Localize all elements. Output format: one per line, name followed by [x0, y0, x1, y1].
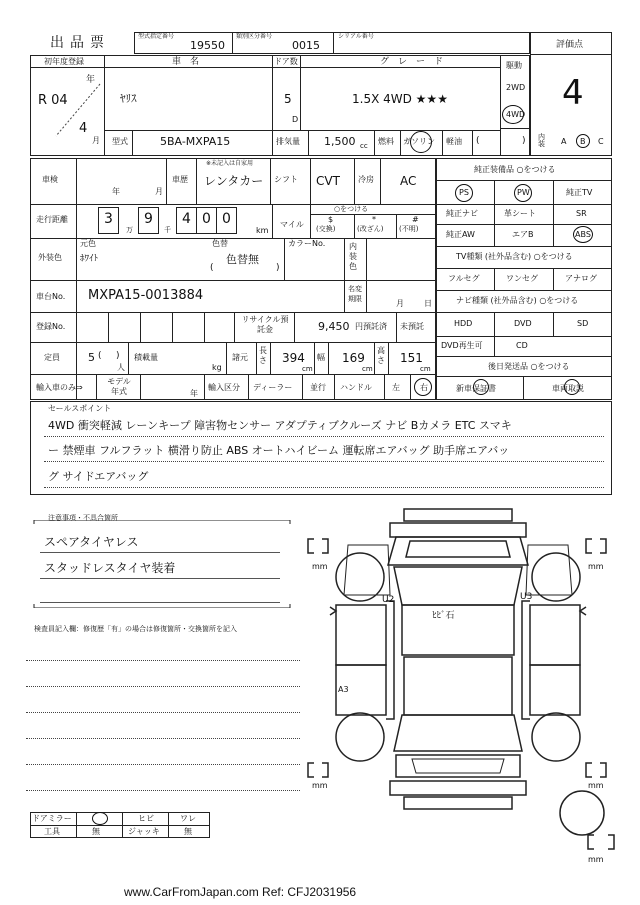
orig-color: ﾎﾜｲﾄ	[80, 254, 99, 264]
doors-label: ドア数	[274, 57, 298, 66]
chassis-label: 車台No.	[36, 292, 66, 301]
navi-hdd: HDD	[454, 319, 473, 328]
equip-title: 純正装備品 ○をつける	[474, 165, 556, 174]
equip-sr: SR	[576, 209, 587, 218]
docs-title: 後日発送品 ○をつける	[488, 362, 570, 371]
mileage-star: *	[372, 215, 376, 224]
shift-label: シフト	[274, 175, 298, 184]
docs-warranty: 新車保証書	[456, 384, 496, 393]
recycle-suffix: 円預託済	[355, 322, 387, 331]
wid-cm: cm	[362, 365, 373, 373]
mileage-digit-1: 3	[104, 211, 113, 227]
interior-a: A	[561, 137, 567, 146]
shift-value: CVT	[316, 174, 340, 188]
hgt-value: 151	[400, 351, 423, 365]
equip-pw-circle	[514, 184, 532, 202]
serial-label: シリアル番号	[338, 33, 374, 40]
mm-tl: mm	[312, 562, 328, 571]
drive-4wd: 4WD	[506, 110, 526, 119]
recycle-unpaid: 未預託	[400, 322, 424, 331]
model-name: ﾔﾘｽ	[120, 92, 137, 105]
mirror-r1: 工具	[44, 827, 60, 836]
type-label: 型式	[112, 137, 128, 146]
handle-left: 左	[392, 383, 400, 392]
colorno-label: カラーNo.	[288, 239, 326, 248]
navi-cd: CD	[516, 341, 528, 350]
equip-airbag: エアB	[512, 230, 534, 239]
type-value: 5BA-MXPA15	[160, 135, 231, 148]
class-no: 0015	[292, 39, 320, 52]
history-value: レンタカー	[204, 174, 264, 188]
form-title: 出品票	[50, 35, 110, 51]
damage-u2: U2	[382, 595, 395, 605]
first-reg-year: R 04	[38, 93, 68, 108]
damage-a3: A3	[338, 685, 349, 694]
class-no-label: 類別区分番号	[236, 33, 273, 40]
color-label: 外装色	[38, 253, 62, 262]
wid-label: 幅	[317, 353, 325, 362]
history-label: 車歴	[172, 175, 188, 184]
interior-circle	[576, 134, 590, 148]
interior-c: C	[598, 137, 604, 146]
footer-ref: www.CarFromJapan.com Ref: CFJ2031956	[124, 885, 357, 899]
load-kg: kg	[212, 363, 222, 372]
sales-line-2: ー 禁煙車 フルフラット 横滑り防止 ABS オートハイビーム 運転席エアバッグ 助手席エアバッ	[48, 444, 510, 457]
equip-ps-circle	[455, 184, 473, 202]
disp-value: 1,500	[324, 135, 356, 148]
mileage-km: km	[256, 226, 269, 235]
equip-aw: 純正AW	[446, 230, 475, 239]
equip-ps: PS	[459, 188, 469, 197]
equip-abs: ABS	[575, 230, 591, 239]
chassis-value: MXPA15-0013884	[88, 288, 204, 303]
mileage-digit-4: 0	[202, 211, 211, 227]
grade-value: 1.5X 4WD ★★★	[352, 92, 448, 106]
mirror-h2: ヒビ	[138, 814, 154, 823]
shaken-label: 車検	[42, 175, 58, 184]
load-label: 積載量	[134, 353, 158, 362]
sales-line-3: グ サイドエアバッグ	[48, 470, 149, 483]
mileage-label: 走行距離	[36, 215, 68, 224]
interior-b: B	[580, 137, 586, 146]
disp-label: 排気量	[276, 137, 300, 146]
validity-day: 日	[424, 299, 432, 308]
tv-fullseg: フルセグ	[448, 274, 480, 283]
handle-right: 右	[420, 383, 428, 392]
mirror-h3: ワレ	[180, 814, 196, 823]
equip-leather: 革シート	[504, 209, 536, 218]
len-label: 長さ	[259, 346, 267, 365]
mileage-swap: (交換)	[316, 225, 336, 233]
navi-dvdplay: DVD再生可	[441, 341, 483, 350]
mileage-digit-2: 9	[144, 211, 153, 227]
shaken-month: 月	[155, 187, 163, 196]
mileage-circle-note: ○をつける	[334, 205, 369, 213]
capacity-value: 5	[88, 351, 95, 364]
first-reg-month: 4	[79, 121, 88, 136]
tv-oneseg: ワンセグ	[506, 274, 538, 283]
shaken-year: 年	[112, 187, 120, 196]
mileage-digit-5: 0	[222, 211, 231, 227]
chassis-validity: 名変期限	[348, 285, 362, 303]
capacity-unit: 人	[117, 363, 125, 372]
changed-color-label: 色替	[212, 239, 228, 248]
equip-tv: 純正TV	[566, 188, 593, 197]
mileage-digit-3: 4	[182, 211, 191, 227]
recycle-value: 9,450	[318, 320, 350, 333]
mirror-r3: ジャッキ	[128, 827, 160, 836]
navi-dvd: DVD	[514, 319, 532, 328]
dims-label: 諸元	[232, 353, 248, 362]
reg-label: 登録No.	[36, 322, 66, 331]
len-cm: cm	[302, 365, 313, 373]
capacity-label: 定員	[44, 353, 60, 362]
drive-4wd-circle	[502, 105, 524, 124]
interior-color-label: 内装色	[349, 242, 357, 271]
navi-sd: SD	[577, 319, 589, 328]
docs-warranty-circle	[473, 379, 489, 395]
recycle-label: リサイクル預託金	[241, 315, 289, 334]
import-dealer: ディーラー	[253, 383, 293, 392]
mileage-hash: #	[412, 215, 419, 224]
orig-color-label: 元色	[80, 239, 96, 248]
inspector-label: 検査員記入欄：修復歴「有」の場合は修復箇所・交換箇所を記入	[34, 625, 237, 633]
ac-value: AC	[400, 174, 417, 188]
cc-unit: cc	[360, 142, 368, 150]
note-line-2: スタッドレスタイヤ装着	[44, 561, 176, 575]
mm-br: mm	[588, 781, 604, 790]
sales-label: セールスポイント	[48, 404, 112, 413]
equip-abs-circle	[573, 226, 593, 243]
tv-analog: アナログ	[565, 274, 597, 283]
door-code: D	[292, 115, 299, 124]
damage-crack: ﾋﾋﾞ石	[432, 611, 455, 621]
mileage-sen: 千	[164, 226, 171, 234]
type-no: 19550	[190, 39, 225, 52]
mileage-tamper: (改ざん)	[357, 225, 384, 233]
first-reg-label: 初年度登録	[44, 57, 84, 66]
score-label: 評価点	[556, 40, 584, 50]
mileage-unknown: (不明)	[399, 225, 419, 233]
equip-navi: 純正ナビ	[446, 209, 478, 218]
mm-spare: mm	[588, 855, 604, 864]
mirror-r2: 無	[92, 827, 100, 836]
mm-tr: mm	[588, 562, 604, 571]
doors-value: 5	[284, 92, 292, 106]
wid-value: 169	[342, 351, 365, 365]
docs-manual: 車両取説	[552, 384, 584, 393]
docs-manual-circle	[564, 379, 580, 395]
import-div-label: 輸入区分	[208, 383, 240, 392]
fuel-circle	[410, 131, 432, 153]
score-value: 4	[562, 73, 584, 113]
import-parallel: 並行	[310, 383, 326, 392]
drive-label: 駆動	[506, 61, 522, 70]
mileage-mile: マイル	[280, 220, 304, 229]
interior-label: 内装	[538, 133, 545, 148]
mm-bl: mm	[312, 781, 328, 790]
fuel-diesel: 軽油	[446, 137, 462, 146]
model-year-label: モデル年式	[107, 377, 131, 396]
handle-right-circle	[414, 378, 432, 396]
sales-line-1: 4WD 衝突軽減 レーンキープ 障害物センサー アダプティブクルーズ ナビ Bカメラ ETC スマキ	[48, 419, 512, 432]
month-unit: 月	[92, 136, 100, 145]
mirror-h1: ドアミラー	[32, 814, 72, 823]
navi-title: ナビ種類 (社外品含む) ○をつける	[456, 296, 579, 305]
hgt-label: 高さ	[377, 346, 385, 365]
hgt-cm: cm	[420, 365, 431, 373]
damage-u3: U3	[520, 592, 533, 602]
changed-color: 色替無	[226, 253, 259, 266]
fuel-gasoline: ガソリン	[403, 137, 435, 146]
tv-title: TV種類 (社外品含む) ○をつける	[456, 252, 573, 261]
mirror-r4: 無	[184, 827, 192, 836]
type-no-label: 型式指定番号	[138, 33, 175, 40]
model-label: 車 名	[172, 57, 200, 67]
equip-pw: PW	[517, 188, 530, 197]
mirror-circle	[92, 812, 108, 825]
fuel-label: 燃料	[378, 137, 394, 146]
notes-label: 注意事項・不具合箇所	[48, 514, 118, 522]
year-unit: 年	[86, 75, 96, 85]
handle-label: ハンドル	[340, 383, 372, 392]
mileage-man: 万	[126, 226, 133, 234]
drive-2wd: 2WD	[506, 83, 526, 92]
validity-month: 月	[396, 299, 404, 308]
note-line-1: スペアタイヤレス	[44, 535, 139, 549]
grade-label: グ レ ー ド	[380, 57, 444, 67]
model-year-unit: 年	[190, 389, 198, 398]
len-value: 394	[282, 351, 305, 365]
mileage-dollar: $	[328, 215, 334, 224]
ac-label: 冷房	[358, 175, 374, 184]
history-note: ※未記入は自家用	[206, 160, 254, 167]
import-label: 輸入車のみ⇒	[36, 383, 83, 392]
